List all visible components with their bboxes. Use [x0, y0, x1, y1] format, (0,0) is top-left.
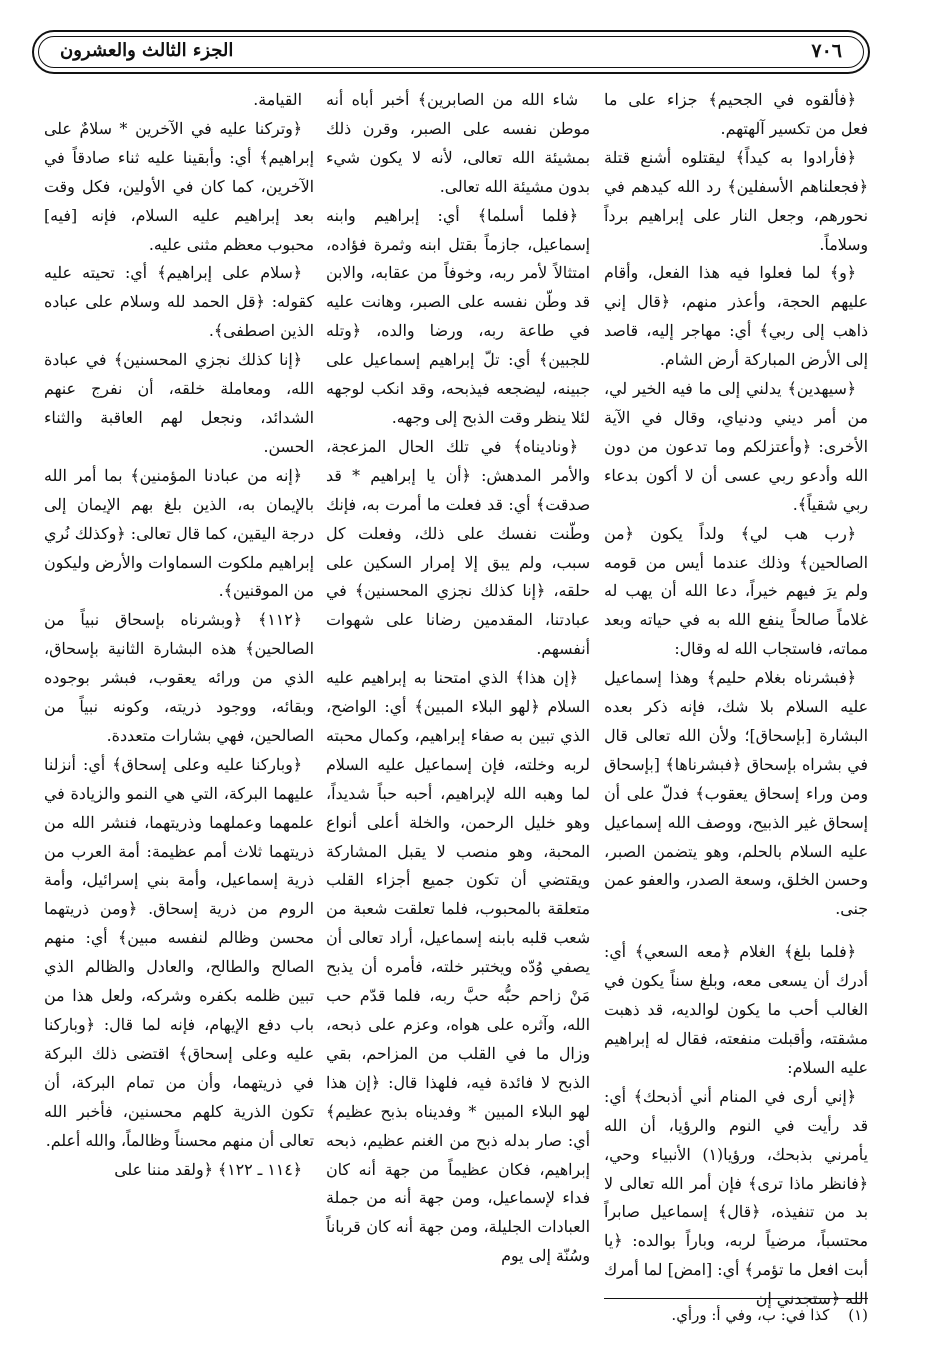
page-header-frame — [32, 30, 870, 74]
part-title: الجزء الثالث والعشرون — [60, 40, 234, 61]
paragraph: ﴿فلما أسلما﴾ أي: إبراهيم وابنه إسماعيل، جازماً بقتل ابنه وثمرة فؤاده، امتثالاً لأمر ربه، وخوفاً من عقابه، والابن قد وطّن نفسه على الصبر، وهانت عليه في طاعة ربه، ورضا والده، ﴿وتله للجبين﴾ أي: تلّ إبراهيم إسماعيل على جبينه، ليضجعه فيذبحه، وقد انكب لوجهه لئلا ينظر وقت الذبح إلى وجهه. — [326, 205, 590, 427]
paragraph: ﴿إني أرى في المنام أني أذبحك﴾ أي: قد رأيت في النوم والرؤيا، أن الله يأمرني بذبحك، ورؤيا(١) الأنبياء وحي، ﴿فانظر ماذا ترى﴾ فإن أمر الله تعالى لا بد من تنفيذه، ﴿قال﴾ إسماعيل صابراً محتسباً، مرضياً لربه، وباراً بوالده: ﴿يا أبت افعل ما تؤمر﴾ أي: [امض] لما أمرك الله ﴿ستجدني إن — [604, 1086, 868, 1309]
page-number: ٧٠٦ — [811, 40, 842, 62]
paragraph: القيامة. — [253, 90, 302, 109]
paragraph: ﴿١١٤ ـ ١٢٢﴾ ﴿ولقد مننا على — [114, 1159, 302, 1179]
paragraph: ﴿وناديناه﴾ في تلك الحال المزعجة، والأمر المدهش: ﴿أن يا إبراهيم * قد صدقت﴾ أي: قد فعلت ما أمرت به، فإنك وطّنت نفسك على ذلك، وفعلت كل سبب، ولم يبق إلا إمرار السكين على حلقه، ﴿إنا كذلك نجزي المحسنين﴾ في عبادتنا، المقدمين رضانا على شهوات أنفسهم. — [326, 436, 590, 659]
paragraph: ﴿فبشرناه بغلام حليم﴾ وهذا إسماعيل عليه السلام بلا شك، فإنه ذكر بعده البشارة [بإسحاق]؛ ولأن الله تعالى قال في بشراه بإسحاق ﴿فبشرناها﴾ [بإسحاق ومن وراء إسحاق يعقوب﴾ فدلّ على أن إسحاق غير الذبيح، ووصف الله إسماعيل عليه السلام بالحلم، وهو يتضمن الصبر، وحسن الخلق، وسعة الصدر، والعفو عمن جنى. — [604, 668, 868, 919]
paragraph: ﴿فأرادوا به كيداً﴾ ليقتلوه أشنع قتلة ﴿فجعلناهم الأسفلين﴾ رد الله كيدهم في نحورهم، وجعل النار على إبراهيم برداً وسلاماً. — [604, 147, 868, 254]
text-column-right — [604, 86, 868, 1309]
paragraph: ﴿إن هذا﴾ الذي امتحنا به إبراهيم عليه السلام ﴿لهو البلاء المبين﴾ أي: الواضح، الذي تبين به صفاء إبراهيم، وكمال محبته لربه وخلته، فإن إسماعيل عليه السلام لما وهبه الله لإبراهيم، أحبه حباً شديداً، وهو خليل الرحمن، والخلة أعلى أنواع المحبة، وهو منصب لا يقبل المشاركة ويقتضي أن تكون جميع أجزاء القلب متعلقة بالمحبوب، فلما تعلقت شعبة من شعب قلبه بابنه إسماعيل، أراد تعالى أن يصفي وُدّه ويختبر خلته، فأمره أن يذبح مَنْ زاحم حبُّه حبَّ ربه، فلما قدّم حب الله، وآثره على هواه، وعزم على ذبحه، وزال ما في القلب من المزاحم، بقي الذبح لا فائدة فيه، فلهذا قال: ﴿إن هذا لهو البلاء المبين * وفديناه بذبح عظيم﴾ أي: صار بدله ذبح من الغنم عظيم، ذبحه إبراهيم، فكان عظيماً من جهة أنه كان فداء لإسماعيل، ومن جهة أنه من جملة العبادات الجليلة، ومن جهة أنه كان قرباناً وسُنّة إلى يوم — [326, 668, 590, 1266]
paragraph: ﴿إنا كذلك نجزي المحسنين﴾ في عبادة الله، ومعاملة خلقه، أن نفرج عنهم الشدائد، ونجعل لهم العاقبة والثناء الحسن. — [44, 350, 314, 456]
footnote-text: كذا في: ب، وفي أ: ورأي. — [671, 1306, 830, 1324]
paragraph: ﴿إنه من عبادنا المؤمنين﴾ بما أمر الله بالإيمان به، الذين بلغ بهم الإيمان إلى درجة اليقين، كما قال تعالى: ﴿وكذلك نُري إبراهيم ملكوت السماوات والأرض وليكون من الموقنين﴾. — [44, 465, 314, 601]
paragraph: ﴿وباركنا عليه وعلى إسحاق﴾ أي: أنزلنا عليهما البركة، التي هي النمو والزيادة في علمهما وعملهما وذريتهما، فنشر الله من ذريتهما ثلاث أمم عظيمة: أمة العرب من ذرية إسماعيل، وأمة بني إسرائيل، وأمة الروم من ذرية إسحاق. ﴿ومن ذريتهما محسن وظالم لنفسه مبين﴾ أي: منهم الصالح والطالح، والعادل والظالم الذي تبين ظلمه بكفره وشركه، ولعل هذا من باب دفع الإيهام، فإنه لما قال: ﴿وباركنا عليه وعلى إسحاق﴾ اقتضى ذلك البركة في ذريتهما، وأن من تمام البركة، أن تكون الذرية كلهم محسنين، فأخبر الله تعالى أن منهم محسناً وظالماً، والله أعلم. — [44, 754, 314, 1150]
paragraph: ﴿و﴾ لما فعلوا فيه هذا الفعل، وأقام عليهم الحجة، وأعذر منهم، ﴿قال إني ذاهب إلى ربي﴾ أي: مهاجر إليه، قاصد إلى الأرض المباركة أرض الشام. — [604, 263, 868, 370]
paragraph: ﴿١١٢﴾ ﴿وبشرناه بإسحاق نبياً من الصالحين﴾ هذه البشارة الثانية بإسحاق، الذي من ورائه يعقوب، فبشر بوجوده وبقائه، ووجود ذريته، وكونه نبياً من الصالحين، فهي بشارات متعددة. — [44, 610, 314, 745]
paragraph: شاء الله من الصابرين﴾ أخبر أباه أنه موطن نفسه على الصبر، وقرن ذلك بمشيئة الله تعالى، لأنه لا يكون شيء بدون مشيئة الله تعالى. — [326, 90, 590, 196]
footnote-number: (١) — [848, 1306, 868, 1324]
text-column-middle — [326, 86, 590, 1286]
paragraph: ﴿وتركنا عليه في الآخرين * سلامٌ على إبراهيم﴾ أي: وأبقينا عليه ثناء صادقاً في الآخرين، كما كان في الأولين، فكل وقت بعد إبراهيم عليه السلام، فإنه [فيه] محبوب معظم مثنى عليه. — [44, 118, 314, 254]
footnote — [568, 1306, 868, 1324]
text-column-left — [44, 86, 314, 1286]
paragraph: ﴿رب هب لي﴾ ولداً يكون ﴿من الصالحين﴾ وذلك عندما أيس من قومه ولم يرَ فيهم خيراً، دعا الله أن يهب له غلاماً صالحاً ينفع الله به في حياته وبعد مماته، فاستجاب الله له وقال: — [604, 523, 868, 659]
footnote-divider — [604, 1298, 868, 1299]
paragraph: ﴿فلما بلغ﴾ الغلام ﴿معه السعي﴾ أي: أدرك أن يسعى معه، وبلغ سناً يكون في الغالب أحب ما يكون لوالديه، قد ذهبت مشقته، وأقبلت منفعته، فقال له إبراهيم عليه السلام: — [604, 942, 868, 1077]
paragraph: ﴿فألقوه في الجحيم﴾ جزاء على ما فعل من تكسير آلهتهم. — [604, 90, 868, 138]
paragraph: ﴿سيهدين﴾ يدلني إلى ما فيه الخير لي، من أمر ديني ودنياي، وقال في الآية الأخرى: ﴿وأعتزلكم وما تدعون من دون الله وأدعو ربي عسى أن لا أكون بدعاء ربي شقياً﴾. — [604, 379, 868, 514]
paragraph: ﴿سلام على إبراهيم﴾ أي: تحيته عليه كقوله: ﴿قل الحمد لله وسلام على عباده الذين اصطفى﴾. — [44, 263, 314, 341]
